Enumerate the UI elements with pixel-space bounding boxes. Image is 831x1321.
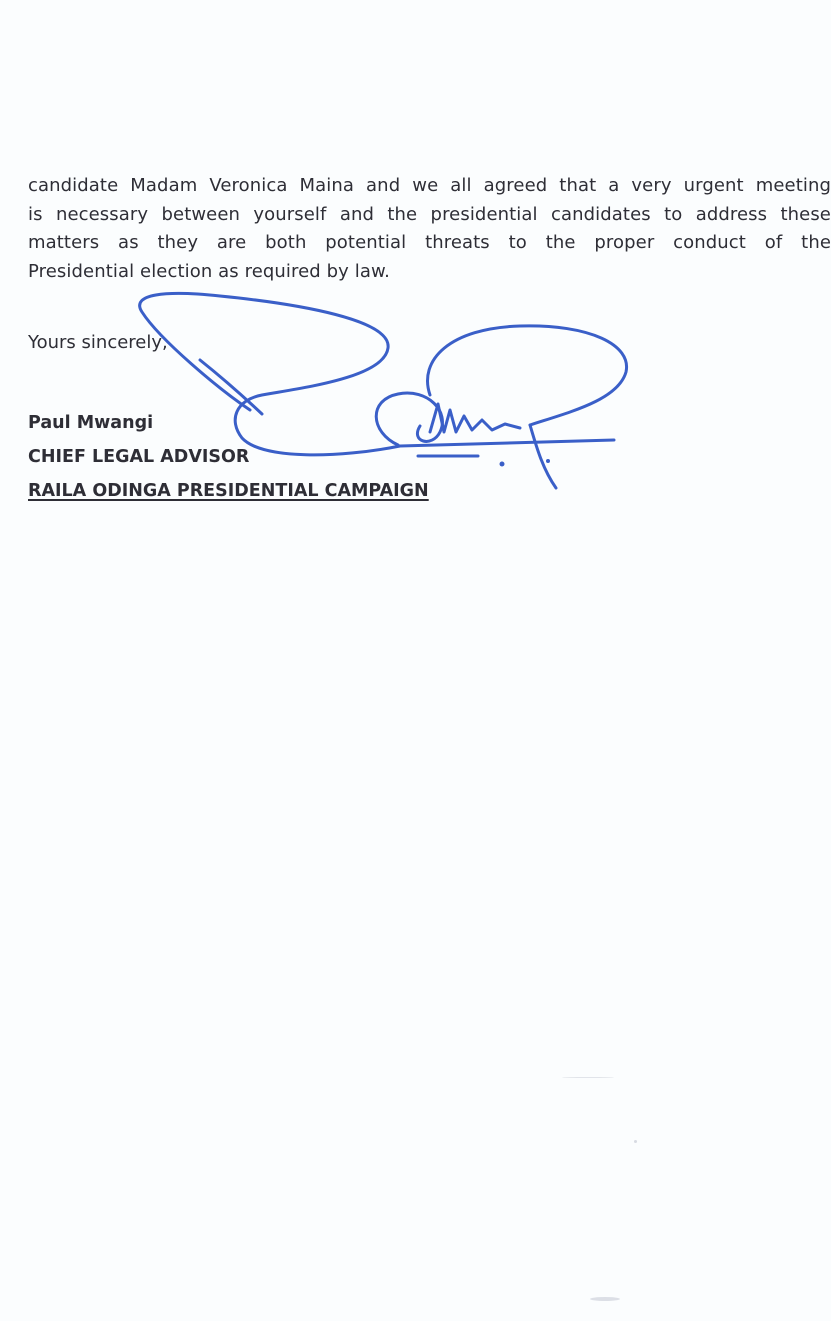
scan-speck xyxy=(590,1297,620,1301)
body-line-4: Presidential election as required by law. xyxy=(28,260,390,282)
closing-salutation: Yours sincerely, xyxy=(28,332,168,353)
body-line-3: matters as they are both potential threats to the proper conduct of the xyxy=(28,232,831,253)
letter-body-paragraph xyxy=(28,172,831,286)
body-line-2: is necessary between yourself and the presidential candidates to address these xyxy=(28,203,831,225)
scan-speck xyxy=(562,1077,614,1078)
signatory-name: Paul Mwangi xyxy=(28,413,154,433)
signatory-block xyxy=(28,406,429,508)
handwritten-signature xyxy=(0,0,831,600)
scan-speck xyxy=(634,1140,637,1143)
signatory-organization: RAILA ODINGA PRESIDENTIAL CAMPAIGN xyxy=(28,481,429,501)
body-line-1: candidate Madam Veronica Maina and we all agreed that a very urgent meeting xyxy=(28,175,831,196)
signatory-title: CHIEF LEGAL ADVISOR xyxy=(28,447,250,467)
